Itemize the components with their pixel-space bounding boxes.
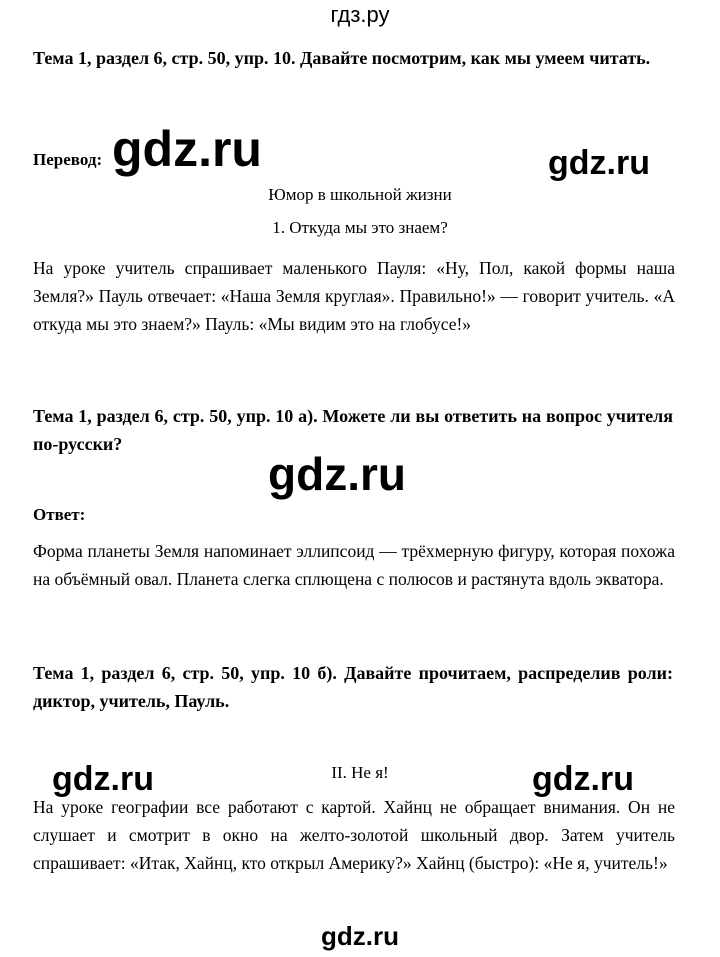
story-title: Юмор в школьной жизни: [268, 185, 452, 204]
watermark-logo: gdz.ru: [532, 760, 634, 798]
watermark-logo: gdz.ru: [112, 121, 262, 177]
watermark-logo: gdz.ru: [548, 144, 650, 182]
story-text: На уроке учитель спрашивает маленького Пауля: «Ну, Пол, какой формы наша Земля?» Пауль отвечает: «Наша Земля круглая». Правильно!» — говорит учитель. «А откуда мы это знаем?» Пауль: «Мы видим это на глобусе!»: [33, 258, 675, 334]
answer-text: Форма планеты Земля напоминает эллипсоид — трёхмерную фигуру, которая похожа на объёмный овал. Планета слегка сплющена с полюсов и растянута вдоль экватора.: [33, 541, 675, 589]
answer-label: Ответ:: [33, 505, 86, 524]
story-text-2: На уроке географии все работают с картой. Хайнц не обращает внимания. Он не слушает и смотрит в окно на желто-золотой школьный двор. Затем учитель спрашивает: «Итак, Хайнц, кто открыл Америку?» Хайнц (быстро): «Не я, учитель!»: [33, 797, 675, 873]
story-subtitle: 1. Откуда мы это знаем?: [272, 218, 448, 237]
task-heading-1: Тема 1, раздел 6, стр. 50, упр. 10. Давайте посмотрим, как мы умеем читать.: [33, 48, 651, 68]
task-heading-2: Тема 1, раздел 6, стр. 50, упр. 10 а). Можете ли вы ответить на вопрос учителя по-русски?: [33, 406, 673, 454]
watermark-logo: gdz.ru: [52, 760, 154, 798]
story-subtitle-2: II. Не я!: [331, 763, 389, 782]
watermark-logo: gdz.ru: [321, 921, 399, 951]
task-heading-3: Тема 1, раздел 6, стр. 50, упр. 10 б). Давайте прочитаем, распределив роли: диктор, учитель, Пауль.: [33, 663, 673, 711]
translation-label: Перевод:: [33, 150, 103, 169]
watermark-logo: gdz.ru: [268, 448, 406, 500]
site-header: гдз.ру: [330, 2, 390, 27]
